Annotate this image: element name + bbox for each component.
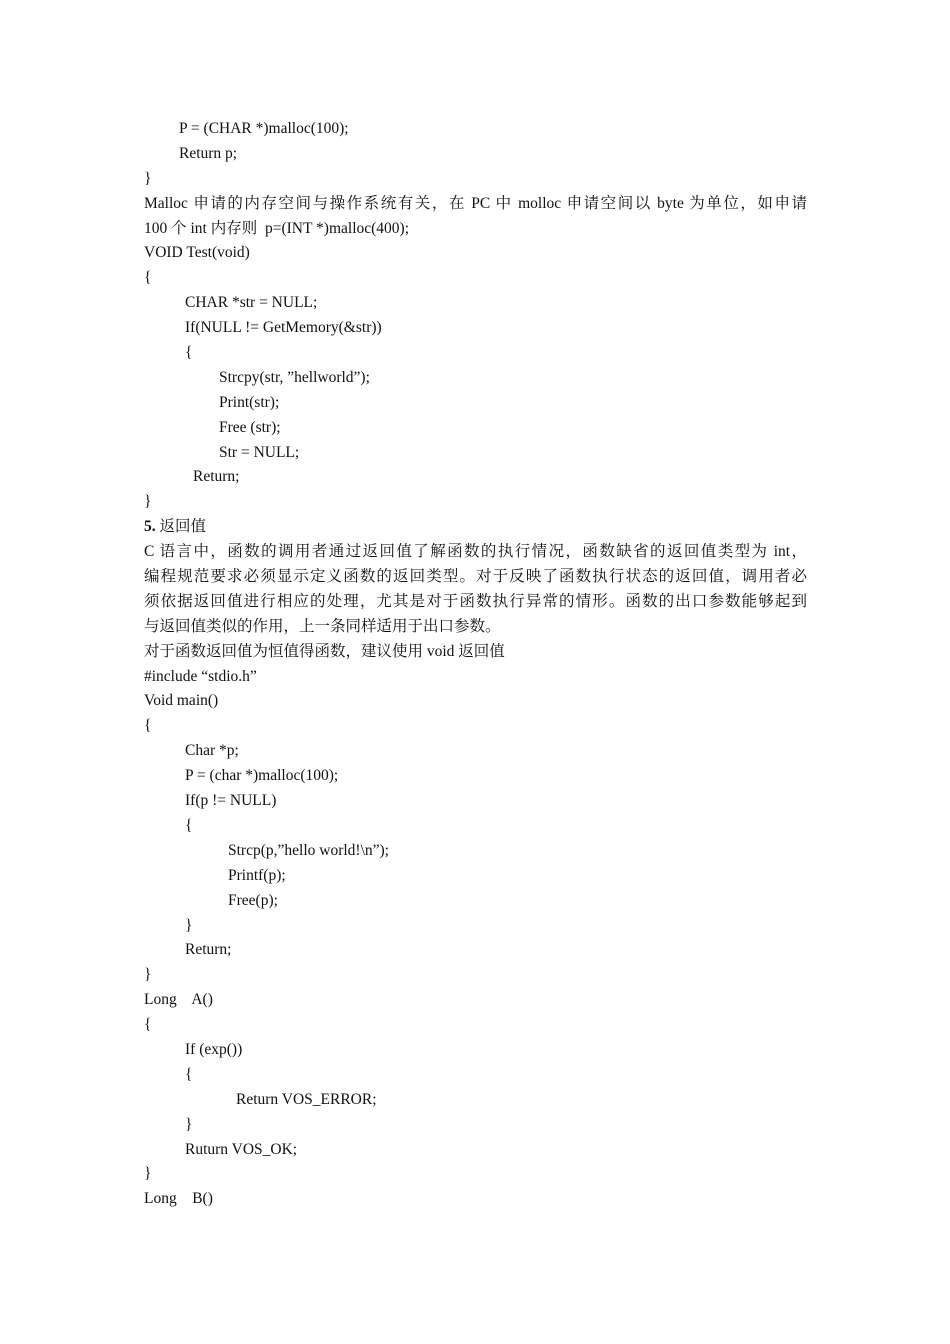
text-line: { [144, 717, 152, 735]
document-page [0, 117, 950, 1212]
text-line: Void main() [144, 692, 219, 710]
text-line: #include “stdio.h” [144, 667, 257, 685]
text-line: Return; [193, 468, 240, 486]
text-line: { [185, 1065, 193, 1083]
text-line: Strcpy(str, ”hellworld”); [219, 368, 370, 386]
text-line: If(NULL != GetMemory(&str)) [185, 319, 382, 337]
text-line: } [185, 916, 193, 934]
text-line: If(p != NULL) [185, 792, 277, 810]
section-heading [144, 515, 950, 540]
text-line: } [144, 493, 152, 511]
text-line: Long B() [144, 1190, 213, 1208]
text-line: Str = NULL; [219, 443, 300, 461]
text-line: Free(p); [228, 891, 278, 909]
paragraph-line: 须依据返回值进行相应的处理，尤其是对于函数执行异常的情形。函数的出口参数能够起到 [144, 592, 807, 610]
text-line: Return; [185, 941, 232, 959]
text-line: } [185, 1115, 193, 1133]
text-line: } [144, 1165, 152, 1183]
text-line: Return p; [179, 144, 238, 162]
text-line: Long A() [144, 991, 213, 1009]
text-line: Strcp(p,”hello world!\n”); [228, 841, 389, 859]
text-line: 对于函数返回值为恒值得函数，建议使用 void 返回值 [144, 642, 505, 660]
text-line: { [185, 816, 193, 834]
text-line: 100 个 int 内存则 p=(INT *)malloc(400); [144, 219, 410, 237]
text-line: 与返回值类似的作用，上一条同样适用于出口参数。 [144, 617, 501, 635]
text-line: Printf(p); [228, 866, 286, 884]
text-line: P = (char *)malloc(100); [185, 767, 339, 785]
text-line: Ruturn VOS_OK; [185, 1140, 298, 1158]
paragraph-line: Malloc 申请的内存空间与操作系统有关，在 PC 中 molloc 申请空间以 byte 为单位，如申请 [144, 194, 807, 212]
text-line: } [144, 169, 152, 187]
section-title: 返回值 [155, 518, 207, 536]
text-line: Char *p; [185, 742, 239, 760]
text-line: If (exp()) [185, 1040, 243, 1058]
text-line: { [185, 344, 193, 362]
text-line: Return VOS_ERROR; [236, 1090, 377, 1108]
text-line: { [144, 269, 152, 287]
paragraph-line: 编程规范要求必须显示定义函数的返回类型。对于反映了函数执行状态的返回值，调用者必 [144, 568, 807, 586]
text-line: } [144, 966, 152, 984]
paragraph-line: C 语言中，函数的调用者通过返回值了解函数的执行情况，函数缺省的返回值类型为 int， [144, 543, 807, 561]
text-line: CHAR *str = NULL; [185, 294, 318, 312]
text-line: P = (CHAR *)malloc(100); [179, 120, 349, 137]
text-line: { [144, 1016, 152, 1034]
text-line: Print(str); [219, 393, 280, 411]
text-line: Free (str); [219, 418, 281, 436]
section-number: 5. [144, 518, 156, 536]
text-line: VOID Test(void) [144, 244, 250, 262]
